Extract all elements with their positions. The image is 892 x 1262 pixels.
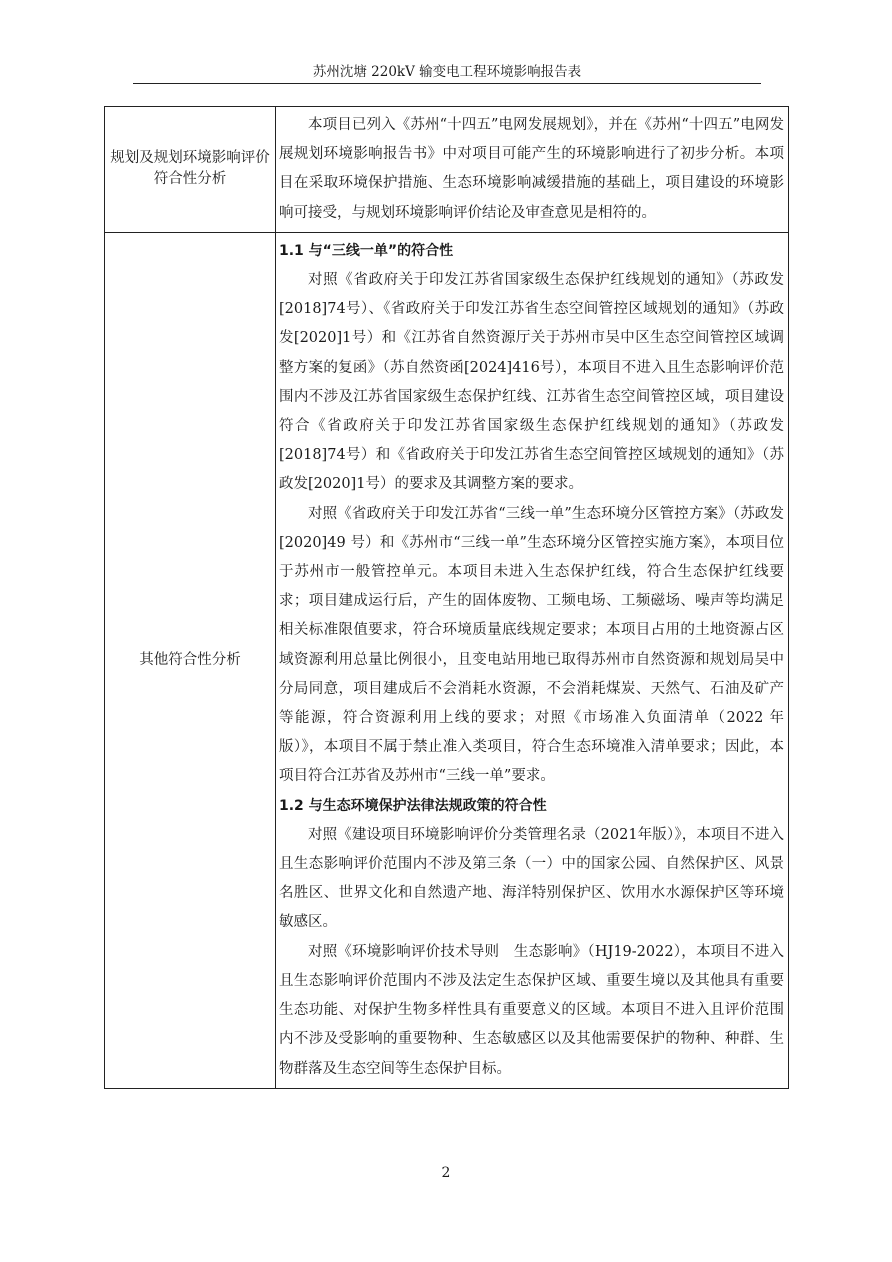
paragraph: 对照《环境影响评价技术导则 生态影响》（HJ19-2022），本项目不进入且生态影响评价范围内不涉及法定生态保护区域、重要生境以及其他具有重要生态功能、对保护生物多样性具有重要意义的区域。本项目不进入且评价范围内不涉及受影响的重要物种、生态敏感区以及其他需要保护的物种、种群、生物群落及生态空间等生态保护目标。 — [279, 943, 784, 1077]
paragraph: 对照《建设项目环境影响评价分类管理名录（2021年版）》，本项目不进入且生态影响评价范围内不涉及第三条（一）中的国家公园、自然保护区、风景名胜区、世界文化和自然遗产地、海洋特别保护区、饮用水水源保护区等环境敏感区。 — [279, 826, 784, 931]
section-heading: 1.1 与“三线一单”的符合性 — [279, 242, 454, 259]
table-row — [105, 232, 789, 1088]
section-heading: 1.2 与生态环境保护法律法规政策的符合性 — [279, 797, 547, 814]
row-content-planning — [276, 107, 789, 233]
row-label-other: 其他符合性分析 — [105, 232, 276, 1088]
page-number: 2 — [441, 1165, 451, 1181]
row-label-planning: 规划及规划环境影响评价符合性分析 — [105, 107, 276, 233]
row-content-other — [276, 232, 789, 1088]
analysis-table — [104, 106, 789, 1089]
document-header-title: 苏州沈塘 220kV 输变电工程环境影响报告表 — [312, 64, 582, 80]
paragraph: 对照《省政府关于印发江苏省“三线一单”生态环境分区管控方案》（苏政发[2020]49 号）和《苏州市“三线一单”生态环境分区管控实施方案》，本项目位于苏州市一般管控单元。本项目未进入生态保护红线，符合生态保护红线要求；项目建成运行后，产生的固体废物、工频电场、工频磁场、噪声等均满足相关标准限值要求，符合环境质量底线规定要求；本项目占用的土地资源占区域资源利用总量比例很小，且变电站用地已取得苏州市自然资源和规划局吴中分局同意，项目建成后不会消耗水资源，不会消耗煤炭、天然气、石油及矿产等能源，符合资源利用上线的要求；对照《市场准入负面清单（2022 年版）》，本项目不属于禁止准入类项目，符合生态环境准入清单要求；因此，本项目符合江苏省及苏州市“三线一单”要求。 — [279, 505, 784, 785]
header-rule — [133, 83, 761, 84]
paragraph: 本项目已列入《苏州“十四五”电网发展规划》，并在《苏州“十四五”电网发展规划环境影响报告书》中对项目可能产生的环境影响进行了初步分析。本项目在采取环境保护措施、生态环境影响减缓措施的基础上，项目建设的环境影响可接受，与规划环境影响评价结论及审查意见是相符的。 — [279, 117, 784, 221]
table-row — [105, 107, 789, 233]
paragraph: 对照《省政府关于印发江苏省国家级生态保护红线规划的通知》（苏政发[2018]74号）、《省政府关于印发江苏省生态空间管控区域规划的通知》（苏政发[2020]1号）和《江苏省自然资源厅关于苏州市吴中区生态空间管控区域调整方案的复函》（苏自然资函[2024]416号），本项目不进入且生态影响评价范围内不涉及江苏省国家级生态保护红线、江苏省生态空间管控区域，项目建设符合《省政府关于印发江苏省国家级生态保护红线规划的通知》（苏政发[2018]74号）和《省政府关于印发江苏省生态空间管控区域规划的通知》（苏政发[2020]1号）的要求及其调整方案的要求。 — [279, 272, 784, 493]
